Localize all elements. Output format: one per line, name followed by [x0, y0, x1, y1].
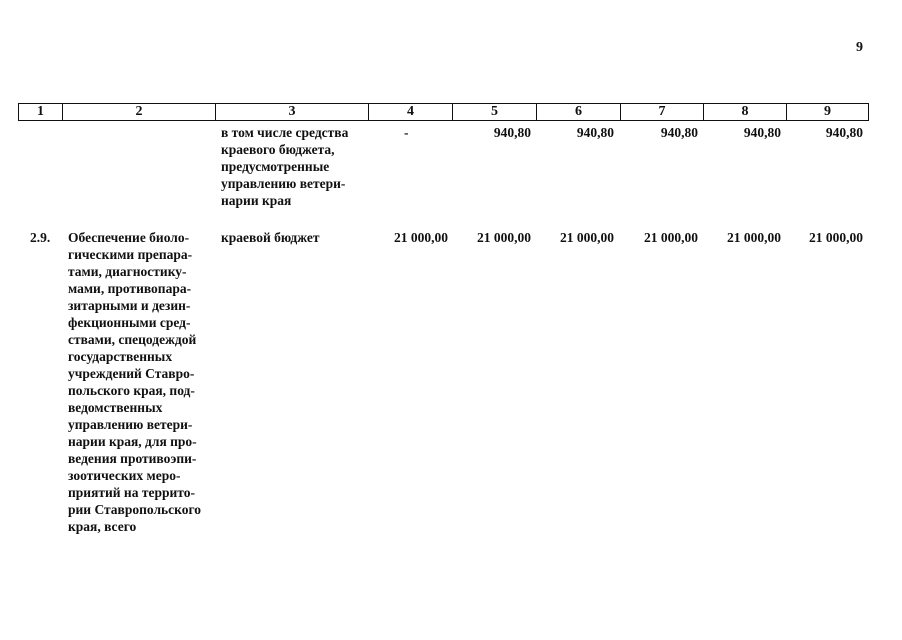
- amount-cell: 940,80: [576, 125, 614, 140]
- text-line: зитарными и дезин-: [68, 298, 191, 313]
- text-line: ведомственных: [68, 400, 163, 415]
- column-number: 8: [704, 104, 787, 121]
- column-number: 7: [621, 104, 704, 121]
- column-number: 1: [19, 104, 63, 121]
- text-line: приятий на террито-: [68, 485, 195, 500]
- text-line: управлению ветери-: [68, 417, 193, 432]
- text-line: управлению ветери-: [221, 176, 346, 191]
- text-line: гическими препара-: [68, 247, 193, 262]
- text-line: зоотических меро-: [68, 468, 181, 483]
- funding-source-cell: краевой бюджет: [221, 230, 320, 245]
- amount-cell: 940,80: [825, 125, 863, 140]
- text-line: ведения противоэпи-: [68, 451, 197, 466]
- text-line: ствами, спецодеждой: [68, 332, 197, 347]
- text-line: государственных: [68, 349, 173, 364]
- text-line: мами, противопара-: [68, 281, 192, 296]
- amount-cell: 21 000,00: [644, 230, 698, 245]
- column-number-header: [18, 103, 869, 121]
- amount-cell: 21 000,00: [727, 230, 781, 245]
- funding-source-cell: [221, 124, 363, 209]
- column-number: 9: [787, 104, 869, 121]
- column-number: 4: [369, 104, 453, 121]
- item-number: 2.9.: [30, 230, 51, 245]
- amount-cell: 940,80: [493, 125, 531, 140]
- text-line: предусмотренные: [221, 159, 330, 174]
- amount-cell: -: [404, 125, 409, 140]
- text-line: Обеспечение биоло-: [68, 230, 190, 245]
- text-line: краевого бюджета,: [221, 142, 335, 157]
- amount-cell: 21 000,00: [809, 230, 863, 245]
- text-line: польского края, под-: [68, 383, 195, 398]
- text-line: рии Ставропольского: [68, 502, 202, 517]
- amount-cell: 940,80: [660, 125, 698, 140]
- text-line: края, всего: [68, 519, 137, 534]
- column-number: 2: [63, 104, 216, 121]
- text-line: тами, диагностику-: [68, 264, 187, 279]
- text-line: фекционными сред-: [68, 315, 191, 330]
- text-line: в том числе средства: [221, 125, 349, 140]
- text-line: учреждений Ставро-: [68, 366, 195, 381]
- column-number: 5: [453, 104, 537, 121]
- page-number: 9: [856, 40, 863, 55]
- text-line: нарии края, для про-: [68, 434, 197, 449]
- column-number: 6: [537, 104, 621, 121]
- amount-cell: 21 000,00: [394, 230, 448, 245]
- text-line: нарии края: [221, 193, 292, 208]
- amount-cell: 940,80: [743, 125, 781, 140]
- column-number: 3: [216, 104, 369, 121]
- amount-cell: 21 000,00: [560, 230, 614, 245]
- activity-description-cell: [68, 229, 211, 535]
- amount-cell: 21 000,00: [477, 230, 531, 245]
